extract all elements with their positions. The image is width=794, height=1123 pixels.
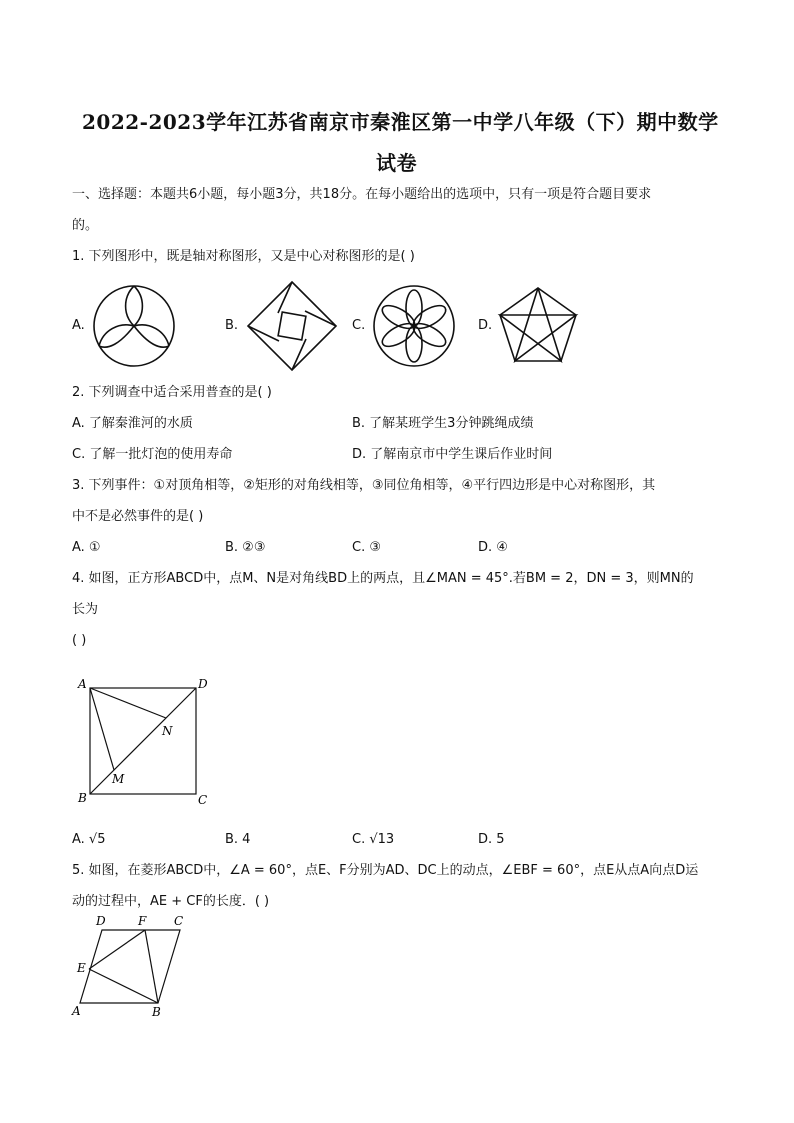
q5-stem-line1: 5. 如图，在菱形ABCD中，∠A = 60°，点E、F分别为AD、DC上的动点，∠EBF = 60°，点E从点A向点D运 xyxy=(72,863,699,878)
q4-stem-line1: 4. 如图，正方形ABCD中，点M、N是对角线BD上的两点，且∠MAN = 45°.若BM = 2，DN = 3，则MN的 xyxy=(72,571,694,586)
q3-stem-line2: 中不是必然事件的是( ) xyxy=(72,509,204,524)
q1-stem: 1. 下列图形中，既是轴对称图形，又是中心对称图形的是( ) xyxy=(72,249,415,264)
section-heading-line2: 的。 xyxy=(72,218,99,233)
q3-option-d: D. ④ xyxy=(478,540,508,555)
q5-label-e: E xyxy=(77,961,86,975)
q4-label-d: D xyxy=(198,677,208,691)
q4-label-a: A xyxy=(78,677,87,691)
q2-stem: 2. 下列调查中适合采用普查的是( ) xyxy=(72,385,272,400)
q4-label-c: C xyxy=(198,793,208,807)
q1-option-b: B. xyxy=(225,318,239,333)
q5-label-d: D xyxy=(96,914,106,928)
q3-option-a: A. ① xyxy=(72,540,101,555)
q1-figure-a-three-arc-circle xyxy=(90,284,180,368)
q5-stem-line2: 动的过程中，AE + CF的长度．( ) xyxy=(72,894,270,909)
q1-figure-c-flower-circle xyxy=(372,284,456,368)
q5-label-a: A xyxy=(72,1004,81,1018)
q4-label-n: N xyxy=(162,724,173,738)
section-heading-line1: 一、选择题：本题共6小题，每小题3分，共18分。在每小题给出的选项中，只有一项是符合题目要求 xyxy=(72,187,652,202)
q3-option-c: C. ③ xyxy=(352,540,381,555)
q4-stem-line2: 长为 xyxy=(72,602,99,617)
q2-option-b: B. 了解某班学生3分钟跳绳成绩 xyxy=(352,416,534,431)
q1-figure-b-square-pinwheel xyxy=(246,280,338,372)
q5-label-b: B xyxy=(152,1005,161,1019)
q2-option-a: A. 了解秦淮河的水质 xyxy=(72,416,193,431)
q1-option-c: C. xyxy=(352,318,366,333)
q5-figure-rhombus-abcd xyxy=(68,912,192,1022)
q2-option-d: D. 了解南京市中学生课后作业时间 xyxy=(352,447,553,462)
q4-stem-line3: ( ) xyxy=(72,633,87,648)
q4-option-b: B. 4 xyxy=(225,832,251,847)
q4-label-m: M xyxy=(112,772,125,786)
page-title-line2: 试卷 xyxy=(376,151,417,175)
q4-option-d: D. 5 xyxy=(478,832,505,847)
q5-label-c: C xyxy=(174,914,184,928)
q3-option-b: B. ②③ xyxy=(225,540,266,555)
q2-option-c: C. 了解一批灯泡的使用寿命 xyxy=(72,447,233,462)
q3-stem-line1: 3. 下列事件：①对顶角相等，②矩形的对角线相等，③同位角相等，④平行四边形是中心对称图形，其 xyxy=(72,478,656,493)
q1-option-d: D. xyxy=(478,318,493,333)
q4-option-a: A. √5 xyxy=(72,832,106,847)
q4-option-c: C. √13 xyxy=(352,832,395,847)
q4-label-b: B xyxy=(78,791,87,805)
page-title-line1: 2022-2023学年江苏省南京市秦淮区第一中学八年级（下）期中数学 xyxy=(82,110,719,134)
q5-label-f: F xyxy=(138,914,147,928)
q1-figure-d-pentagram xyxy=(498,286,578,364)
q4-figure-square-abcd xyxy=(76,674,216,810)
q1-option-a: A. xyxy=(72,318,85,333)
